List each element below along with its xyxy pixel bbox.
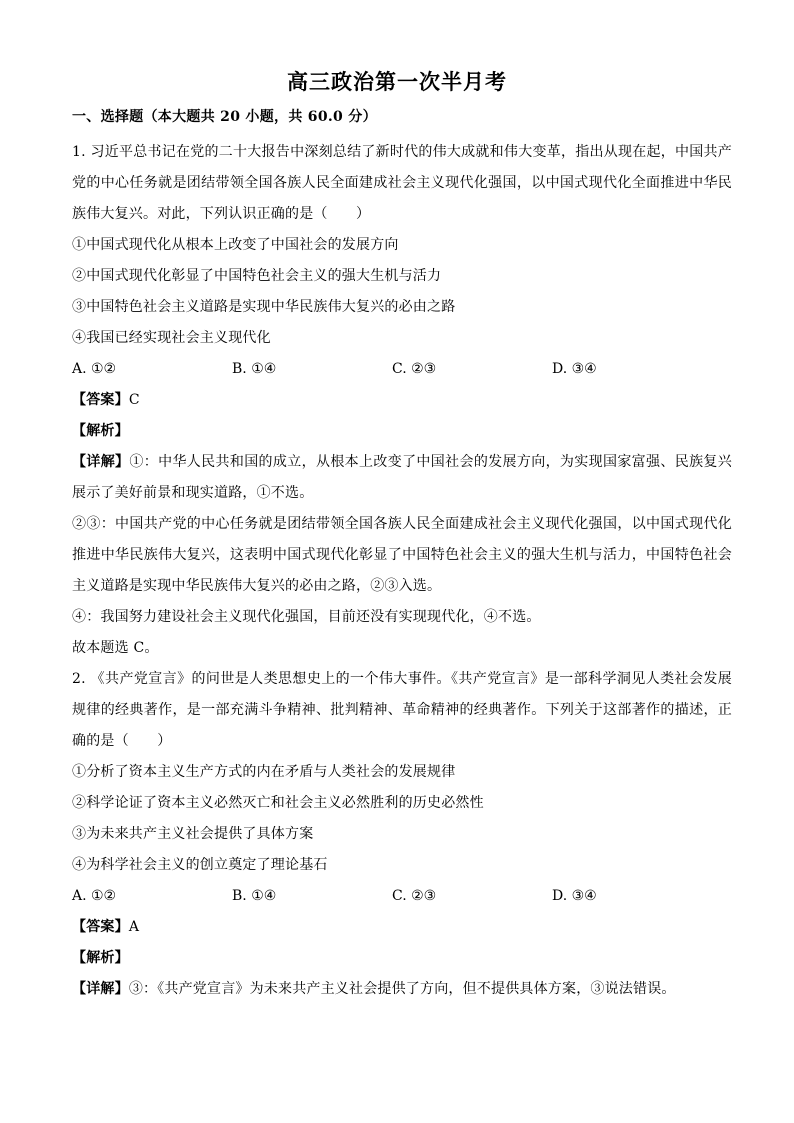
question-2-item-3: ③为未来共产主义社会提供了具体方案 [72,826,314,842]
answer-value: C [128,392,140,408]
question-1-option-b: B. ①④ [232,361,277,377]
page-title: 高三政治第一次半月考 [287,69,507,94]
question-1-answer [72,385,732,416]
question-1-stem: 1. 习近平总书记在党的二十大报告中深刻总结了新时代的伟大成就和伟大变革，指出从现在起，中国共产党的中心任务就是团结带领全国各族人民全面建成社会主义现代化强国，以中国式现代化全面推进中华民族伟大复兴。对此，下列认识正确的是（ ） [72,144,732,222]
question-1-detail-2: ②③：中国共产党的中心任务就是团结带领全国各族人民全面建成社会主义现代化强国，以中国式现代化推进中华民族伟大复兴，这表明中国式现代化彰显了中国特色社会主义的强大生机与活力，中国特色社会主义道路是实现中华民族伟大复兴的必由之路，②③入选。 [72,516,732,594]
question-body [72,137,732,1005]
detail-text: ①：中华人民共和国的成立，从根本上改变了中国社会的发展方向，为实现国家富强、民族复兴展示了美好前景和现实道路，①不选。 [72,454,732,501]
question-2-option-b: B. ①④ [232,888,277,904]
question-2-option-c: C. ②③ [392,888,437,904]
answer-tag: 【答案】 [72,392,129,408]
analysis-tag: 【解析】 [72,950,129,966]
question-1-item-4: ④我国已经实现社会主义现代化 [72,330,271,346]
question-1-item-3: ③中国特色社会主义道路是实现中华民族伟大复兴的必由之路 [72,299,456,315]
question-2-option-d: D. ③④ [552,888,597,904]
question-1-analysis [72,416,732,447]
analysis-tag: 【解析】 [72,423,129,439]
answer-value: A [128,919,140,935]
section-heading: 一、选择题（本大题共 20 小题，共 60.0 分） [72,109,377,125]
question-1-option-c: C. ②③ [392,361,437,377]
question-1-option-a: A. ①② [72,361,117,377]
question-1-option-d: D. ③④ [552,361,597,377]
question-1-options [72,354,732,385]
question-2-options [72,881,732,912]
question-2-detail-1 [72,974,732,1005]
question-1-detail-3: ④：我国努力建设社会主义现代化强国，目前还没有实现现代化，④不选。 [72,609,541,625]
question-2-option-a: A. ①② [72,888,117,904]
question-1-conclusion: 故本题选 C。 [72,640,159,656]
question-2-analysis [72,943,732,974]
detail-tag: 【详解】 [72,981,129,997]
question-2-answer [72,912,732,943]
question-1-item-2: ②中国式现代化彰显了中国特色社会主义的强大生机与活力 [72,268,442,284]
question-1-detail-1 [72,447,732,509]
question-1-item-1: ①中国式现代化从根本上改变了中国社会的发展方向 [72,237,399,253]
question-2-item-2: ②科学论证了资本主义必然灭亡和社会主义必然胜利的历史必然性 [72,795,484,811]
detail-text: ③：《共产党宣言》为未来共产主义社会提供了方向，但不提供具体方案，③说法错误。 [128,981,676,997]
question-2-item-1: ①分析了资本主义生产方式的内在矛盾与人类社会的发展规律 [72,764,456,780]
question-2-stem: 2. 《共产党宣言》的问世是人类思想史上的一个伟大事件。《共产党宣言》是一部科学洞见人类社会发展规律的经典著作，是一部充满斗争精神、批判精神、革命精神的经典著作。下列关于这部著作的描述，正确的是（ ） [72,671,732,749]
answer-tag: 【答案】 [72,919,129,935]
detail-tag: 【详解】 [72,454,130,470]
question-2-item-4: ④为科学社会主义的创立奠定了理论基石 [72,857,328,873]
